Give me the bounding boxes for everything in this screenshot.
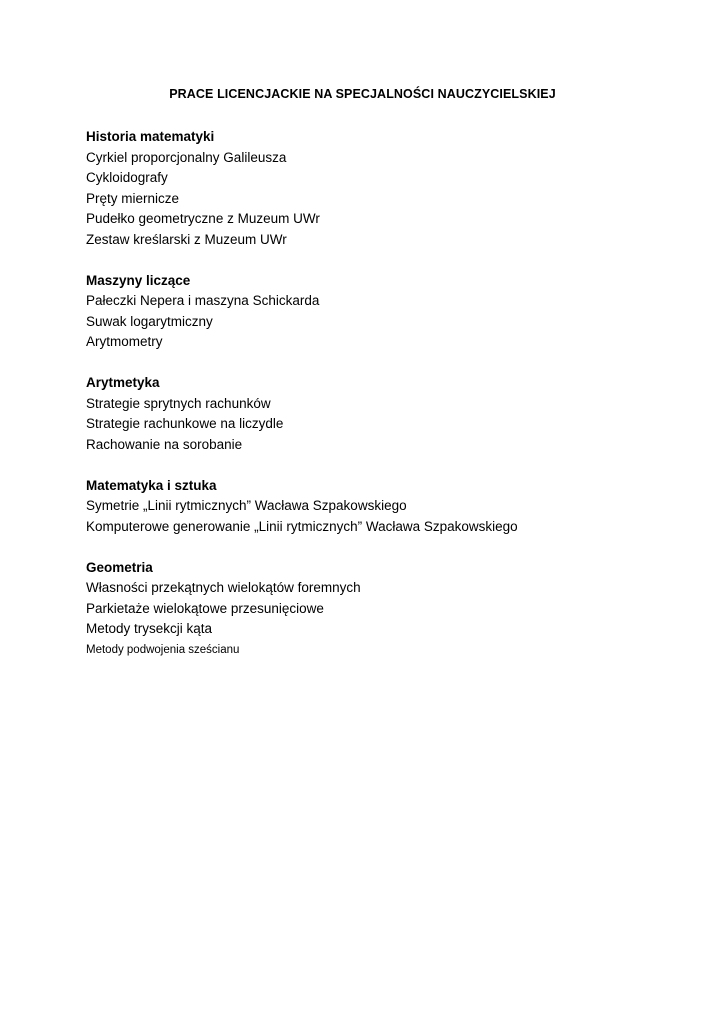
list-item: Arytmometry — [86, 334, 163, 349]
section-history — [86, 127, 686, 250]
list-item: Własności przekątnych wielokątów foremnych — [86, 580, 361, 595]
section-heading: Maszyny liczące — [86, 272, 191, 288]
list-item: Parkietaże wielokątowe przesunięciowe — [86, 600, 324, 616]
list-item: Strategie rachunkowe na liczydle — [86, 416, 284, 431]
section-heading: Matematyka i sztuka — [86, 477, 217, 493]
list-item: Zestaw kreślarski z Muzeum UWr — [86, 231, 287, 247]
page-title: PRACE LICENCJACKIE NA SPECJALNOŚCI NAUCZYCIELSKIEJ — [169, 87, 556, 101]
list-item: Metody trysekcji kąta — [86, 621, 213, 636]
list-item: Rachowanie na sorobanie — [86, 436, 243, 452]
thesis-list — [86, 127, 686, 681]
list-item: Pałeczki Nepera i maszyna Schickarda — [86, 293, 320, 308]
list-item: Symetrie „Linii rytmicznych” Wacława Szpakowskiego — [86, 498, 407, 513]
list-item: Komputerowe generowanie „Linii rytmicznych” Wacława Szpakowskiego — [86, 518, 518, 534]
list-item: Cykloidografy — [86, 170, 168, 185]
list-item: Cyrkiel proporcjonalny Galileusza — [86, 149, 287, 165]
section-math-and-art — [86, 476, 686, 538]
list-item: Strategie sprytnych rachunków — [86, 395, 271, 411]
list-item: Pudełko geometryczne z Muzeum UWr — [86, 211, 320, 226]
section-geometry — [86, 558, 686, 661]
list-item: Metody podwojenia sześcianu — [86, 643, 240, 656]
list-item: Suwak logarytmiczny — [86, 313, 213, 329]
section-heading: Geometria — [86, 559, 153, 575]
section-heading: Historia matematyki — [86, 129, 215, 144]
section-heading: Arytmetyka — [86, 375, 160, 390]
section-arithmetic — [86, 373, 686, 455]
section-calculating-machines — [86, 271, 686, 353]
list-item: Pręty miernicze — [86, 190, 180, 206]
